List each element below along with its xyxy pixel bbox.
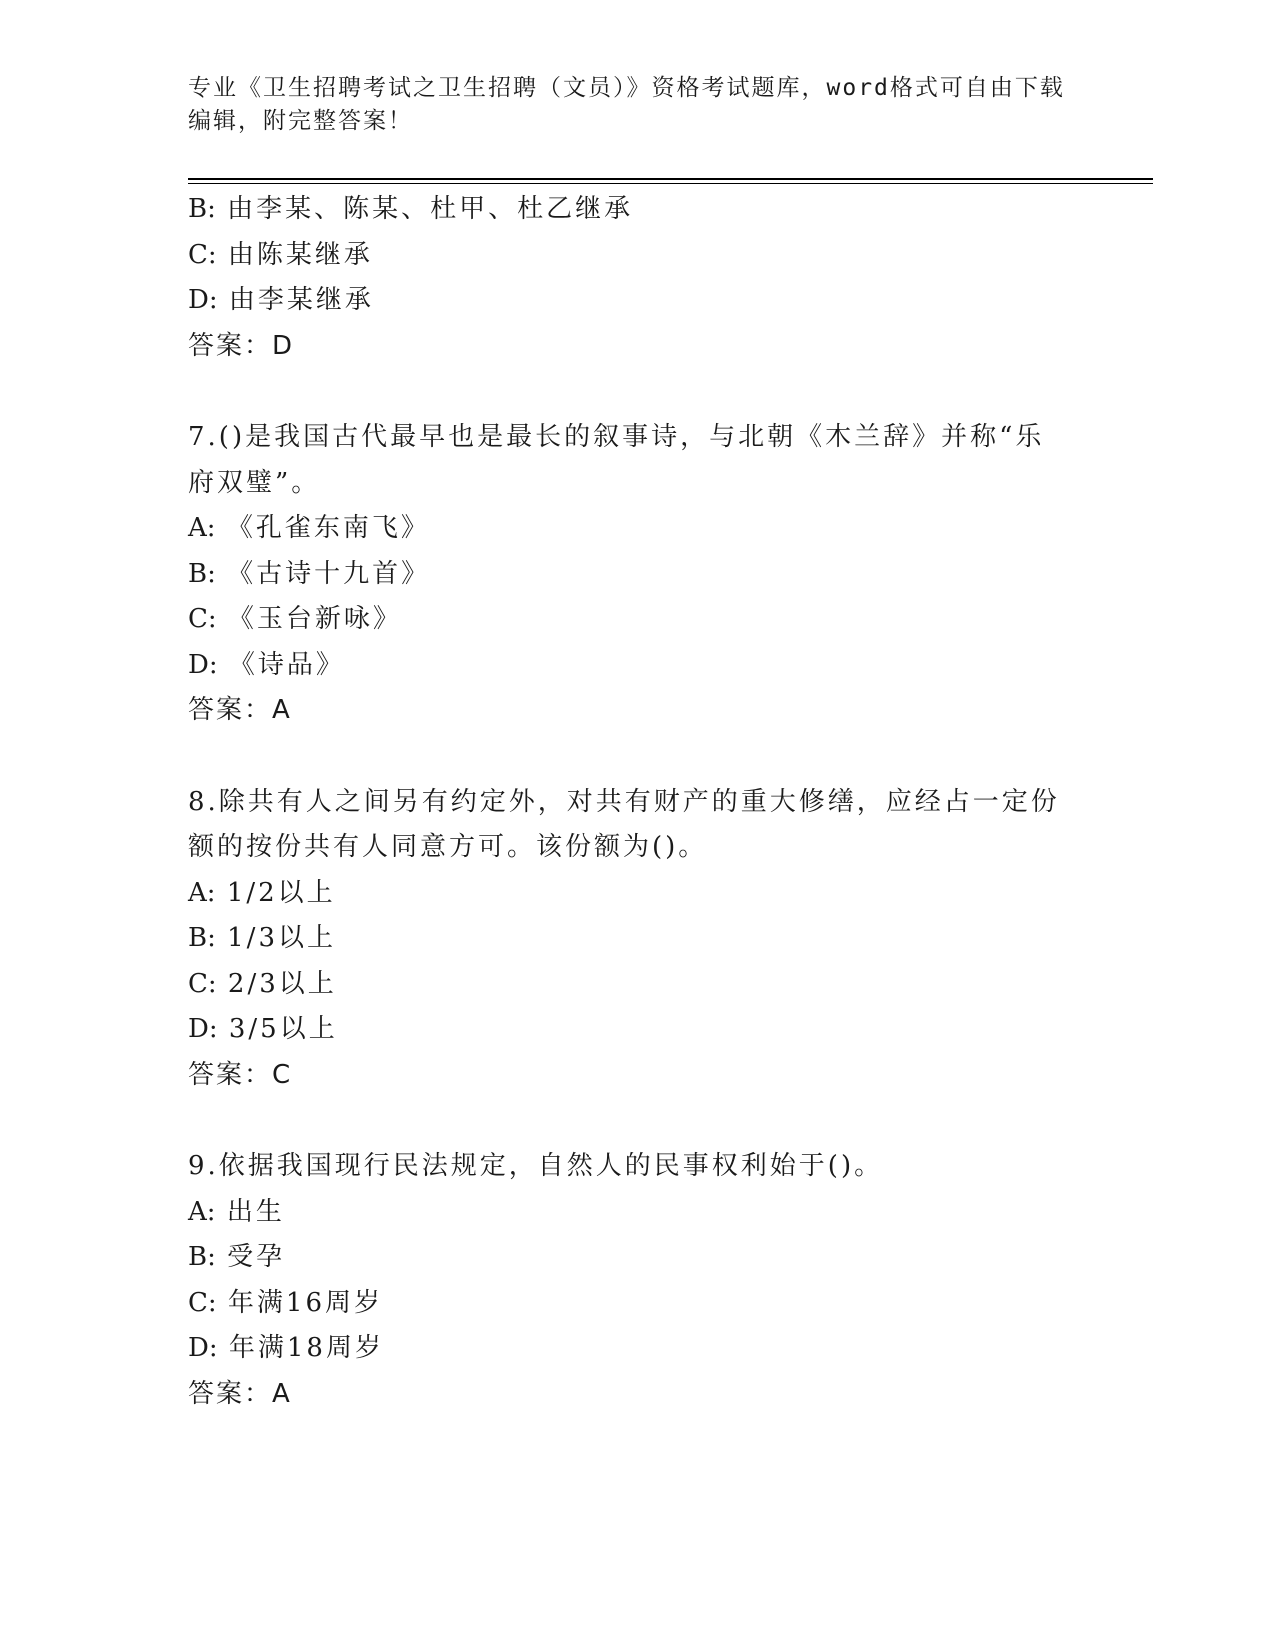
question-block-8 bbox=[188, 780, 1068, 1099]
option-c: C: 由陈某继承 bbox=[188, 239, 373, 270]
header-line-2: 编辑，附完整答案！ bbox=[188, 108, 413, 134]
option-b: B: 由李某、陈某、杜甲、杜乙继承 bbox=[188, 194, 634, 224]
option-a: A: 1/2以上 bbox=[188, 877, 336, 908]
question-stem-line: 额的按份共有人同意方可。该份额为()。 bbox=[188, 832, 708, 862]
option-b: B: 《古诗十九首》 bbox=[188, 558, 431, 589]
option-a: A: 《孔雀东南飞》 bbox=[188, 513, 430, 543]
answer-line: 答案：C bbox=[188, 1059, 293, 1090]
option-d: D: 3/5以上 bbox=[188, 1014, 338, 1044]
option-c: C: 年满16周岁 bbox=[188, 1287, 384, 1318]
question-block-7 bbox=[188, 415, 1068, 734]
option-d: D: 年满18周岁 bbox=[188, 1333, 384, 1363]
header-divider-thin bbox=[188, 183, 1153, 184]
answer-line: 答案：A bbox=[188, 1378, 292, 1409]
question-list bbox=[188, 187, 1068, 1463]
option-c: C: 《玉台新咏》 bbox=[188, 604, 402, 634]
question-stem-line: 9.依据我国现行民法规定，自然人的民事权利始于()。 bbox=[188, 1151, 884, 1181]
document-header bbox=[188, 72, 1068, 138]
option-c: C: 2/3以上 bbox=[188, 968, 337, 999]
option-b: B: 受孕 bbox=[188, 1242, 286, 1272]
question-stem-line: 8.除共有人之间另有约定外，对共有财产的重大修缮，应经占一定份 bbox=[188, 786, 1060, 817]
option-d: D: 《诗品》 bbox=[188, 649, 345, 680]
option-b: B: 1/3以上 bbox=[188, 923, 336, 953]
question-stem-line: 7.()是我国古代最早也是最长的叙事诗，与北朝《木兰辞》并称“乐 bbox=[188, 422, 1045, 452]
option-d: D: 由李某继承 bbox=[188, 285, 374, 315]
answer-line: 答案：D bbox=[188, 330, 295, 361]
question-block-9 bbox=[188, 1144, 1068, 1417]
question-stem-line: 府双璧”。 bbox=[188, 467, 321, 498]
option-a: A: 出生 bbox=[188, 1196, 285, 1227]
answer-line: 答案：A bbox=[188, 695, 292, 725]
header-divider-thick bbox=[188, 178, 1153, 180]
header-line-1: 专业《卫生招聘考试之卫生招聘（文员）》资格考试题库，word格式可自由下载 bbox=[188, 75, 1065, 101]
question-block-6 bbox=[188, 187, 1068, 369]
